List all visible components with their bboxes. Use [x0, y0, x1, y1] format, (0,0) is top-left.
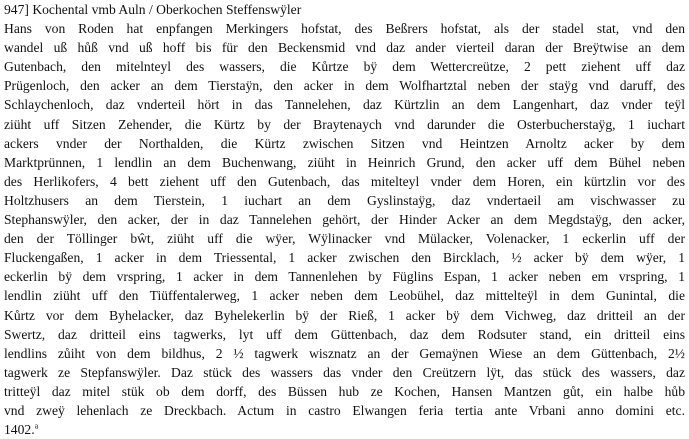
text-line: lendlins zůiht von dem bildhus, 2 ½ tagwerk wisznatz an der Gemaÿnen Wiese an dem Güttenbach, 2½ [4, 345, 685, 361]
text-line-final [4, 420, 685, 439]
text-line: tritteÿl daz mitel stük ob dem dorff, des Büssen hub ze Kochen, Hansen Mantzen gůt, ein halbe hůb [4, 383, 685, 399]
text-line: des Herlikofers, 4 bett ziehent uff den Gutenbach, das mitelteyl vnder dem Horen, ein kürtzlin vor des [4, 173, 685, 189]
text-line: Holtzhusers an dem Tierstein, 1 iuchart an dem Gyslinstaÿg, daz vndertaeil am vischwasser zu [4, 192, 685, 208]
text-line: ziüht uff Sitzen Zehender, die Kürtz by der Braytenaych vnd darunder die Osterbucherstaÿg, 1 iuchart [4, 116, 685, 132]
text-line: Schlaychenloch, daz vnderteil hört in das Tannelehen, daz Kürtzlin an dem Langenhart, daz vnder teÿl [4, 97, 685, 113]
text-line: Prügenloch, den acker an dem Tierstaÿn, den acker in dem Wolfhartztal neben der staÿg vnd daruff, des [4, 78, 685, 94]
text-line: wandel uß hůß vnd uß hoff bis für den Beckensmid vnd daz ander vierteil daran der Breÿtwise an dem [4, 40, 685, 56]
text-line: Kůrtz vor dem Byhelacker, daz Byhelekerlin bÿ der Rieß, 1 acker bÿ dem Vichweg, daz dritteil an der [4, 307, 685, 323]
text-line: Marktprünnen, 1 lendlin an dem Buchenwang, ziüht in Heinrich Grund, den acker uff dem Bühel neben [4, 154, 685, 170]
final-date: 1402. [4, 422, 35, 438]
text-line: ackers vnder der Northalden, die Kürtz zwischen Sitzen vnd Heintzen Arnoltz acker by dem [4, 135, 685, 151]
text-line: Gutenbach, den mitelnteyl des wassers, die Kůrtze bÿ dem Wettercreütze, 2 pett ziehent uff daz [4, 59, 685, 75]
text-line: Swertz, daz dritteil eins tagwerks, lyt uff dem Güttenbach, daz dem Rodsuter stand, ein dritteil eins [4, 326, 685, 342]
footnote-marker: a [34, 421, 39, 431]
text-line: den der Töllinger bŵt, ziüht uff die wÿer, Wÿlinacker vnd Mülacker, Volenacker, 1 eckerlin uff der [4, 231, 685, 247]
document-heading: 947] Kochental vmb Auln / Oberkochen Steffenswÿler [4, 2, 302, 17]
document-page [4, 0, 685, 439]
text-line: Fluckengaßen, 1 acker in dem Triessental, 1 acker zwischen den Bircklach, ½ acker bÿ dem wÿer, 1 [4, 250, 685, 266]
text-line: lendlin ziüht uff den Tiüffentalerweg, 1 acker neben dem Leobühel, daz mittelteÿl in dem Gunintal, die [4, 288, 685, 304]
text-line: eckerlin bÿ dem vrspring, 1 acker in dem Tannenlehen by Füglins Espan, 1 acker neben em vrspring, 1 [4, 269, 685, 285]
text-line: Hans von Roden hat enpfangen Merkingers hofstat, des Beßrers hofstat, als der stadel stat, vnd den [4, 21, 685, 37]
text-line: Stephanswÿler, den acker, der in daz Tannelehen gehört, der Hinder Acker an dem Megdstaÿg, den acker, [4, 212, 685, 228]
text-line: tagwerk ze Stepfanswÿler. Daz stück des wassers das vnder den Creützern lÿt, das stück des wassers, daz [4, 364, 685, 380]
text-line: vnd zweÿ lehenlach ze Dreckbach. Actum in castro Elwangen feria tertia ante Vrbani anno domini etc. [4, 402, 685, 418]
